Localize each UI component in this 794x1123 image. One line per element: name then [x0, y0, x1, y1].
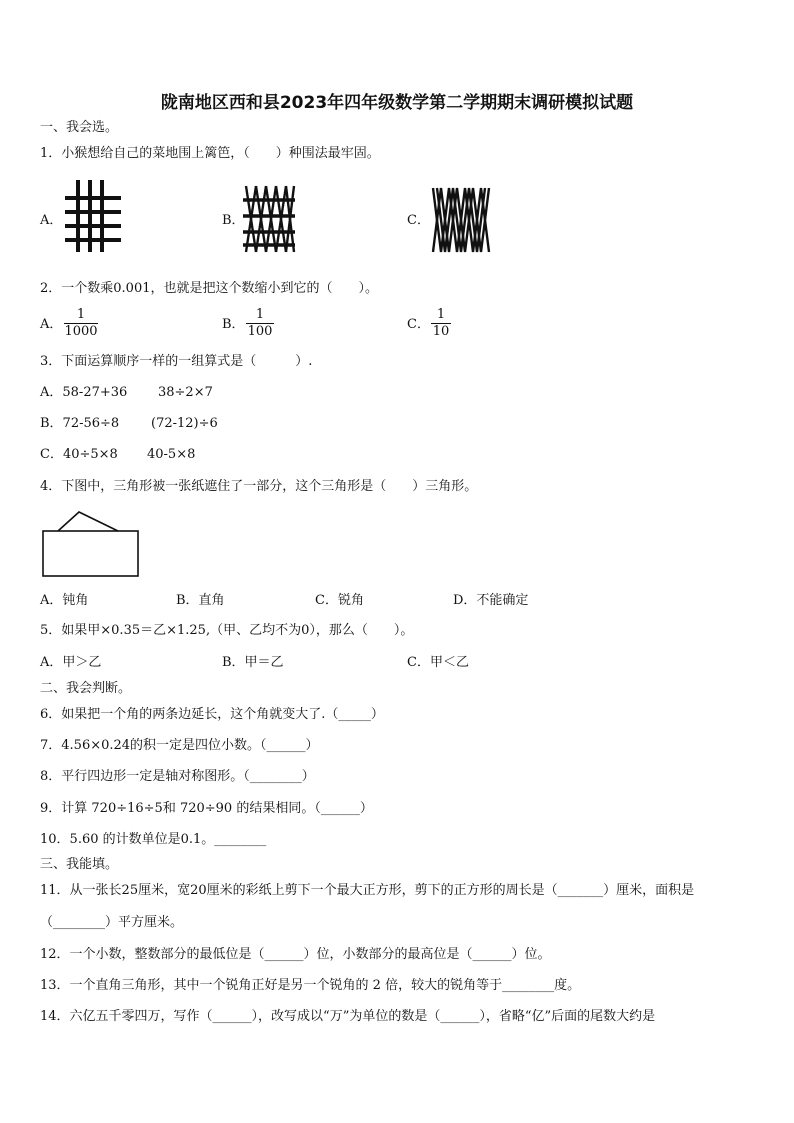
q3-option-c-expr2: 40-5×8: [147, 447, 196, 462]
question-14-text: 14．六亿五千零四万，写作（______），改写成以“万”为单位的数是（______），省略“亿”后面的尾数大约是: [40, 1009, 656, 1024]
question-1-text: 1．小猴想给自己的菜地围上篱笆，（ ）种围法最牢固。: [40, 146, 380, 161]
question-5-text: 5．如果甲×0.35＝乙×1.25,（甲、乙均不为0），那么（ ）。: [40, 623, 414, 638]
q2-option-b-fraction: [246, 307, 274, 340]
question-6-text: 6．如果把一个角的两条边延长，这个角就变大了.（_____）: [40, 707, 384, 722]
q3-option-b-expr2: (72-12)÷6: [151, 416, 218, 431]
question-7-text: 7．4.56×0.24的积一定是四位小数。（______）: [40, 738, 319, 753]
question-2-text: 2．一个数乘0.001，也就是把这个数缩小到它的（ ）。: [40, 281, 378, 296]
fraction-denominator: 1000: [64, 324, 98, 339]
question-4-text: 4．下图中，三角形被一张纸遮住了一部分，这个三角形是（ ）三角形。: [40, 479, 478, 494]
q2-option-a-label: A．: [40, 317, 63, 332]
q4-option-b: B．直角: [176, 593, 225, 608]
q2-option-a-fraction: [64, 307, 98, 340]
q1-option-b-label: B．: [222, 213, 245, 228]
q2-option-c-fraction: [431, 307, 451, 340]
q1-option-a-label: A．: [40, 213, 63, 228]
fraction-denominator: 100: [247, 324, 273, 339]
q3-option-c-expr1: C．40÷5×8: [40, 447, 118, 462]
q3-option-b-expr1: B．72-56÷8: [40, 416, 120, 431]
q2-option-b-label: B．: [222, 317, 245, 332]
question-3-text: 3．下面运算顺序一样的一组算式是（ ）.: [40, 354, 313, 369]
question-10-text: 10．5.60 的计数单位是0.1。________: [40, 832, 267, 847]
question-12-text: 12．一个小数，整数部分的最低位是（______）位，小数部分的最高位是（______）位。: [40, 947, 551, 962]
q1-option-c-label: C．: [407, 213, 430, 228]
grid-fence-icon: [64, 180, 122, 252]
page-title: 陇南地区西和县2023年四年级数学第二学期期末调研模拟试题: [160, 93, 634, 113]
fraction-numerator: 1: [436, 307, 446, 322]
fraction-numerator: 1: [76, 307, 86, 322]
q5-option-b: B．甲＝乙: [222, 655, 284, 670]
q2-option-c-label: C．: [407, 317, 430, 332]
q4-option-a: A．钝角: [40, 593, 89, 608]
q3-option-a-expr1: A．58-27+36: [40, 385, 128, 400]
crossed-diagonal-fence-icon: [242, 182, 296, 254]
q5-option-c: C．甲＜乙: [407, 655, 469, 670]
q5-option-a: A．甲＞乙: [40, 655, 102, 670]
question-13-text: 13．一个直角三角形，其中一个锐角正好是另一个锐角的 2 倍，较大的锐角等于________度。: [40, 978, 581, 993]
section-heading: 一、我会选。: [40, 120, 119, 135]
section-heading: 二、我会判断。: [40, 681, 132, 696]
q4-option-d: D．不能确定: [453, 593, 529, 608]
covered-triangle-figure: [40, 508, 142, 580]
fraction-denominator: 10: [432, 324, 450, 339]
question-9-text: 9．计算 720÷16÷5和 720÷90 的结果相同。（______）: [40, 801, 373, 816]
zigzag-fence-icon: [430, 184, 492, 256]
section-heading: 三、我能填。: [40, 857, 119, 872]
fraction-numerator: 1: [255, 307, 265, 322]
q4-option-c: C．锐角: [315, 593, 364, 608]
question-8-text: 8．平行四边形一定是轴对称图形。（________）: [40, 769, 315, 784]
question-11-text: 11．从一张长25厘米，宽20厘米的彩纸上剪下一个最大正方形，剪下的正方形的周长是（_______）厘米，面积是: [40, 883, 695, 898]
q3-option-a-expr2: 38÷2×7: [158, 385, 213, 400]
question-11-text-continued: （________）平方厘米。: [40, 915, 184, 930]
